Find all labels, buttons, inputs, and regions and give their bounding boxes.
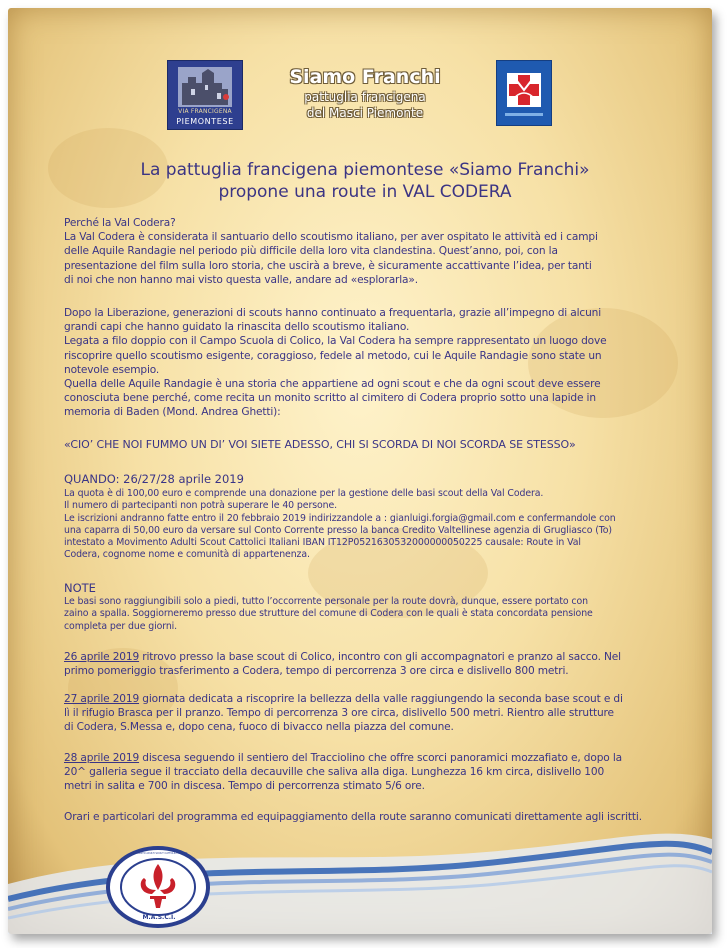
pilgrim-cross-logo <box>496 60 552 126</box>
intro-line: di noi che non hanno mai visto questa valle, andare ad «esplorarla». <box>64 273 418 286</box>
day-2-text: giornata dedicata a riscoprire la bellezza della valle raggiungendo la seconda base scout e di <box>139 693 623 705</box>
quando-line: Le iscrizioni andranno fatte entro il 20 febbraio 2019 indirizzandole a : gianluigi.forgia@gmail.com e confermandole con <box>64 512 616 524</box>
closing-note: Orari e particolari del programma ed equipaggiamento della route saranno comunicati direttamente agli iscritti. <box>64 811 642 823</box>
quando-line: una caparra di 50,00 euro da versare sul Conto Corrente presso la banca Credito Valtellinese agenzia di Grugliasco (To) <box>64 524 612 536</box>
quando-details <box>64 488 704 562</box>
emblem-abbr: M.A.S.C.I. <box>142 914 176 921</box>
emblem-ring-text: MOVIMENTO ADULTI SCOUT CATTOLICI ITALIANI <box>130 852 188 855</box>
castle-icon <box>178 67 232 107</box>
intro-line: presentazione del film sulla loro storia, che uscirà a breve, è sicuramente accattivante l’idea, per tanti <box>64 259 592 272</box>
day-2-date: 27 aprile 2019 <box>64 693 140 705</box>
note-heading: NOTE <box>64 581 96 595</box>
history-line: Quella delle Aquile Randagie è una storia che appartiene ad ogni scout e che da ogni scout deve essere <box>64 377 601 390</box>
history-line: memoria di Baden (Mond. Andrea Ghetti): <box>64 406 281 419</box>
intro-section <box>64 216 690 287</box>
day-2-section <box>64 692 690 735</box>
note-line: completa per due giorni. <box>64 620 178 632</box>
history-line: grandi capi che hanno guidato la rinascita dello scoutismo italiano. <box>64 321 410 334</box>
day-2-line: lì il rifugio Brasca per il pranzo. Tempo di percorrenza 3 ore circa, dislivello 500 metri. Rientro alle strutture <box>64 707 614 720</box>
header-subtitle-2: del Masci Piemonte <box>306 106 424 120</box>
headline-line-1: La pattuglia francigena piemontese «Siamo Franchi» <box>140 160 590 180</box>
day-1-section <box>64 650 690 678</box>
intro-question: Perché la Val Codera? <box>64 217 176 229</box>
history-line: Dopo la Liberazione, generazioni di scouts hanno continuato a frequentarla, grazie all’impegno di alcuni <box>64 307 602 319</box>
day-1-text: ritrovo presso la base scout di Colico, incontro con gli accompagnatori e pranzo al sacco. Nel <box>139 651 621 663</box>
history-line: conosciuta bene perché, come recita un monito scritto al cimitero di Codera proprio sotto una lapide in <box>64 392 596 405</box>
via-francigena-logo <box>167 60 243 130</box>
intro-line: delle Aquile Randagie nel periodo più difficile della loro vita clandestina. Quest’anno, poi, con la <box>64 245 558 258</box>
logo-caption-bottom: PIEMONTESE <box>176 117 234 126</box>
day-2-line: di Codera, S.Messa e, dopo cena, fuoco di bivacco nella piazza del comune. <box>64 721 454 734</box>
quando-line: Il numero di partecipanti non potrà superare le 40 persone. <box>64 500 338 512</box>
note-line: zaino a spalla. Soggiorneremo presso due strutture del comune di Codera con le quali è stata concordata pensione <box>64 608 593 620</box>
day-1-line: primo pomeriggio trasferimento a Codera, tempo di percorrenza 3 ore circa e dislivello 800 metri. <box>64 665 569 678</box>
day-3-line: 20^ galleria segue il tracciato della decauville che saliva alla diga. Lunghezza 16 km circa, dislivello 100 <box>64 766 605 779</box>
headline-line-2: propone una route in VAL CODERA <box>218 182 512 202</box>
intro-line: La Val Codera è considerata il santuario dello scoutismo italiano, per aver ospitato le attività ed i campi <box>64 231 598 244</box>
logo-caption-top: VIA FRANCIGENA <box>178 108 232 115</box>
note-line: Le basi sono raggiungibili solo a piedi, tutto l’occorrente personale per la route dovrà, dunque, essere portato con <box>64 596 588 607</box>
parchment-background <box>8 8 712 934</box>
history-line: riscoprire quello scoutismo esigente, coraggioso, fedele al metodo, cui le Aquile Randagie sono state un <box>64 349 602 362</box>
day-3-section <box>64 751 690 794</box>
red-cross-icon <box>497 61 551 125</box>
history-section <box>64 306 690 420</box>
cemetery-quote: «CIO’ CHE NOI FUMMO UN DI’ VOI SIETE ADESSO, CHI SI SCORDA DI NOI SCORDA SE STESSO» <box>64 438 576 451</box>
day-1-date: 26 aprile 2019 <box>64 651 140 663</box>
quando-line: intestato a Movimento Adulti Scout Cattolici Italiani IBAN IT12P0521630532000000050225 causale: Route in Val <box>64 537 581 549</box>
day-3-line: metri in salita e 700 in discesa. Tempo di percorrenza stimato 5/6 ore. <box>64 780 425 793</box>
day-3-text: discesa seguendo il sentiero del Tracciolino che offre scorci panoramici mozzafiato e, dopo la <box>139 752 622 764</box>
history-line: Legata a filo doppio con il Campo Scuola di Colico, la Val Codera ha sempre rappresentato un luogo dove <box>64 335 607 348</box>
history-line: notevole esempio. <box>64 363 160 376</box>
quando-line: Codera, cognome nome e comunità di appartenenza. <box>64 549 310 561</box>
quando-line: La quota è di 100,00 euro e comprende una donazione per la gestione delle basi scout della Val Codera. <box>64 488 544 499</box>
quando-heading: QUANDO: 26/27/28 aprile 2019 <box>64 472 244 486</box>
note-details <box>64 596 704 633</box>
day-3-date: 28 aprile 2019 <box>64 752 140 764</box>
header-subtitle-1: pattuglia francigena <box>304 90 426 104</box>
header-title: Siamo Franchi <box>289 66 441 88</box>
